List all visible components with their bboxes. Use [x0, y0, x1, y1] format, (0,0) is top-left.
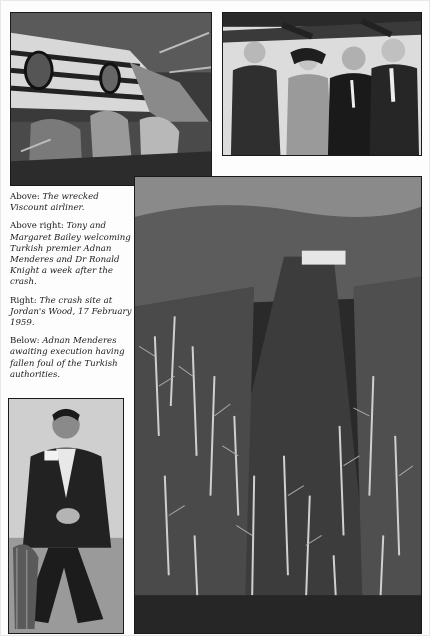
caption-above — [10, 192, 132, 214]
wrecked-airliner-photo — [10, 12, 212, 186]
caption-below — [10, 336, 132, 381]
caption-lead: Above: — [10, 192, 40, 202]
caption-above-right — [10, 221, 132, 288]
welcome-group-photo — [222, 12, 422, 156]
photo-captions — [10, 192, 132, 388]
caption-right — [10, 296, 132, 330]
caption-lead: Above right: — [10, 221, 64, 232]
caption-text: The wrecked Viscount airliner. — [10, 192, 99, 214]
caption-text: The crash site at Jordan's Wood, 17 February 1959. — [10, 295, 132, 329]
caption-lead: Right: — [10, 295, 37, 306]
caption-text: Adnan Menderes awaiting execution having fallen foul of the Turkish authorities. — [10, 336, 125, 380]
crash-site-photo — [134, 176, 422, 634]
menderes-portrait-photo — [8, 398, 124, 634]
caption-text: Tony and Margaret Bailey welcoming Turkish premier Adnan Menderes and Dr Ronald Knight a week after the crash. — [10, 221, 131, 288]
caption-lead: Below: — [10, 336, 40, 347]
